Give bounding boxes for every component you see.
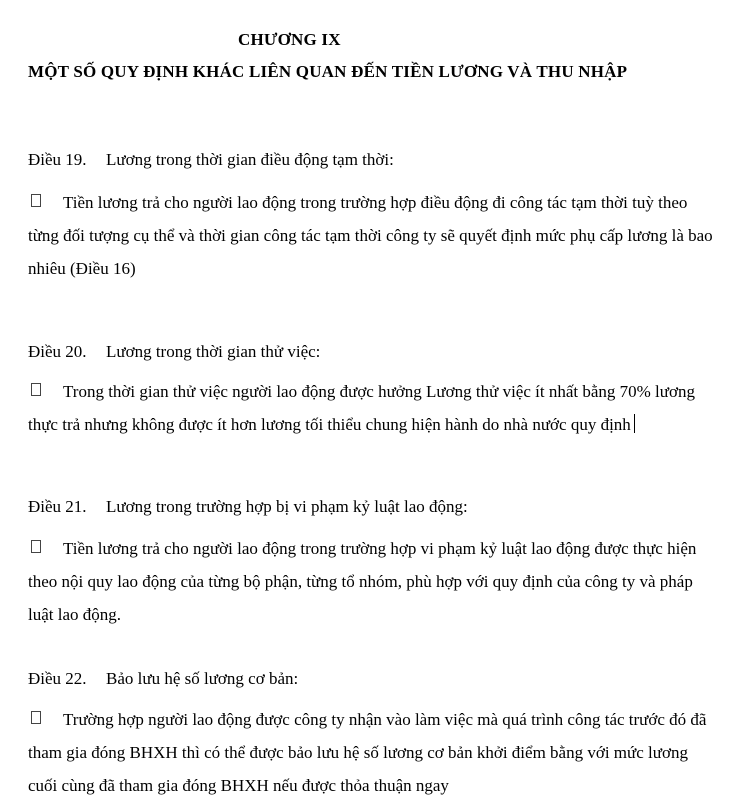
bullet-box-icon — [31, 711, 41, 724]
article-21-title: Lương trong trường hợp bị vi phạm kỷ luật lao động: — [106, 497, 468, 516]
article-21-heading — [28, 497, 468, 517]
article-22-body — [28, 703, 718, 800]
article-19-heading — [28, 150, 394, 170]
text-cursor — [634, 414, 635, 433]
chapter-title: MỘT SỐ QUY ĐỊNH KHÁC LIÊN QUAN ĐẾN TIỀN LƯƠNG VÀ THU NHẬP — [28, 62, 628, 81]
article-22-text: Trường hợp người lao động được công ty nhận vào làm việc mà quá trình công tác trước đó đã tham gia đóng BHXH thì có thể được bảo lưu hệ số lương cơ bản khởi điểm bằng với mức lương cuối cùng đã tham gia đóng BHXH nếu được thỏa thuận ngay — [28, 710, 707, 795]
bullet-box-icon — [31, 194, 41, 207]
article-20-body — [28, 375, 718, 441]
article-19-text: Tiền lương trả cho người lao động trong trường hợp điều động đi công tác tạm thời tuỳ theo từng đối tượng cụ thể và thời gian công tác tạm thời công ty sẽ quyết định mức phụ cấp lương là bao nhiêu (Điều 16) — [28, 193, 713, 278]
article-19-title: Lương trong thời gian điều động tạm thời: — [106, 150, 394, 169]
bullet-box-icon — [31, 540, 41, 553]
article-21-text: Tiền lương trả cho người lao động trong trường hợp vi phạm kỷ luật lao động được thực hiện theo nội quy lao động của từng bộ phận, từng tổ nhóm, phù hợp với quy định của công ty và pháp luật lao động. — [28, 539, 697, 624]
article-20-heading — [28, 342, 320, 362]
article-22-title: Bảo lưu hệ số lương cơ bản: — [106, 669, 299, 688]
article-19-number: Điều 19. — [28, 150, 87, 169]
article-21-number: Điều 21. — [28, 497, 87, 516]
article-22-number: Điều 22. — [28, 669, 87, 688]
article-20-number: Điều 20. — [28, 342, 87, 361]
article-20-text: Trong thời gian thử việc người lao động được hưởng Lương thử việc ít nhất bằng 70% lương thực trả nhưng không được ít hơn lương tối thiểu chung hiện hành do nhà nước quy định — [28, 382, 695, 434]
article-21-body — [28, 532, 718, 631]
bullet-box-icon — [31, 383, 41, 396]
article-22-heading — [28, 669, 298, 689]
chapter-number: CHƯƠNG IX — [238, 30, 341, 49]
article-20-title: Lương trong thời gian thử việc: — [106, 342, 321, 361]
article-19-body — [28, 186, 718, 285]
